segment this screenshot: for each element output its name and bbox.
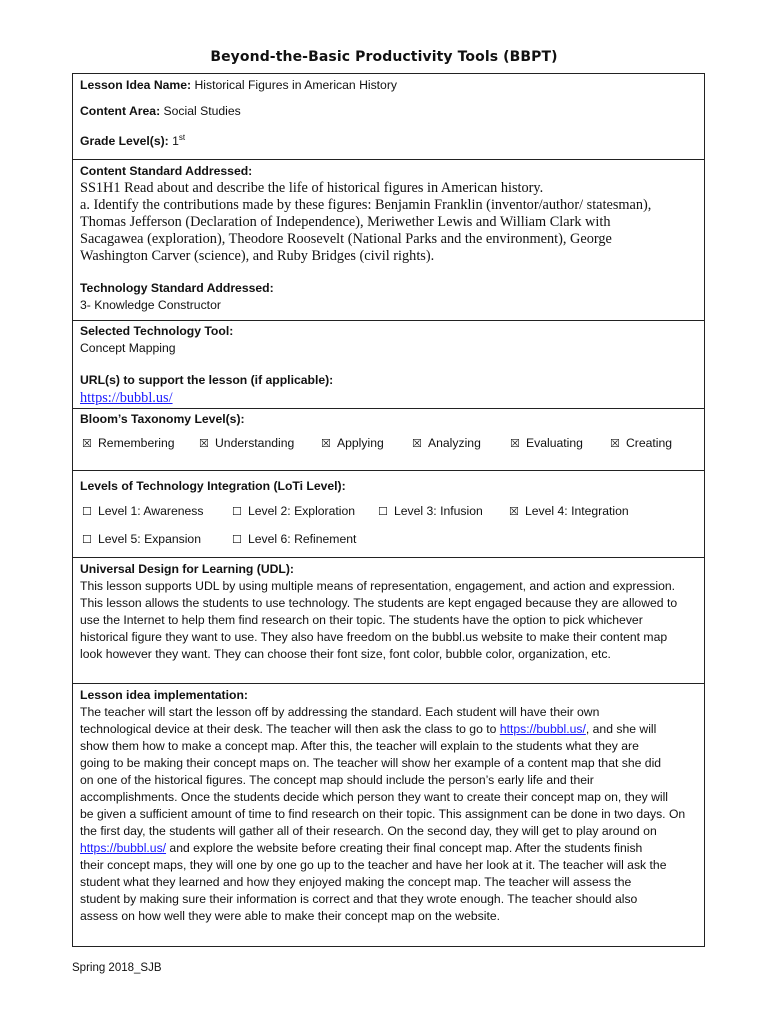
content-standard-text	[80, 180, 698, 265]
text-line: historical figure they want to use. They also have freedom on the bubbl.us website to make their content map	[80, 630, 668, 644]
loti-level-cell	[73, 471, 704, 558]
checkbox-label: Level 3: Infusion	[394, 504, 483, 518]
technology-standard-value: 3- Knowledge Constructor	[80, 298, 221, 312]
technology-standard-label: Technology Standard Addressed:	[80, 281, 274, 295]
blooms-taxonomy-cell	[73, 409, 704, 471]
text-line: be given a sufficient amount of time to find research on their topic. This assignment can be done in two days. On	[80, 807, 686, 821]
checkbox-icon[interactable]: ☒	[412, 437, 422, 450]
loti-checkbox-row-2	[80, 532, 698, 550]
grade-level-row	[80, 129, 698, 150]
checkbox-icon[interactable]: ☒	[509, 505, 519, 518]
checkbox-label: Level 5: Expansion	[98, 532, 201, 546]
lesson-idea-row	[80, 77, 698, 94]
content-area-label: Content Area:	[80, 104, 161, 118]
checkbox-label: Level 1: Awareness	[98, 504, 204, 518]
checkbox-option[interactable]	[232, 532, 356, 546]
checkbox-label: Evaluating	[526, 436, 583, 450]
text-line: going to be making their concept maps on. The teacher will show her example of a content map that she did	[80, 756, 662, 770]
loti-level-label: Levels of Technology Integration (LoTi Level):	[80, 479, 346, 493]
text-line: This lesson allows the students to use technology. The students are kept engaged because they are allowed to	[80, 596, 678, 610]
content-area-value: Social Studies	[163, 104, 241, 118]
content-standard-label: Content Standard Addressed:	[80, 164, 253, 178]
checkbox-label: Creating	[626, 436, 673, 450]
text-line: look however they want. They can choose their font size, font color, bubble color, organization, etc.	[80, 647, 611, 661]
implementation-line	[80, 840, 698, 857]
implementation-line	[80, 721, 698, 738]
checkbox-option[interactable]	[82, 436, 175, 450]
blooms-checkbox-row	[80, 436, 698, 454]
text-line: the first day, the students will gather all of their research. On the second day, they will get to play around on	[80, 824, 657, 838]
checkbox-option[interactable]	[82, 532, 201, 546]
technology-tool-value: Concept Mapping	[80, 341, 176, 355]
checkbox-option[interactable]	[412, 436, 481, 450]
text-line: their concept maps, they will one by one go up to the teacher and have her look at it. The teacher will ask the	[80, 858, 667, 872]
content-area-row	[80, 103, 698, 120]
lesson-info-cell	[73, 74, 704, 160]
bubbl-url-link[interactable]: https://bubbl.us/	[80, 390, 173, 406]
checkbox-option[interactable]	[82, 504, 203, 518]
udl-cell	[73, 558, 704, 684]
checkbox-option[interactable]	[510, 436, 583, 450]
technology-tool-label: Selected Technology Tool:	[80, 324, 234, 338]
grade-level-suffix: st	[178, 133, 186, 142]
checkbox-icon[interactable]: ☒	[321, 437, 331, 450]
checkbox-icon[interactable]: ☒	[510, 437, 520, 450]
implementation-line-part: , and she will	[585, 722, 657, 736]
lesson-idea-value: Historical Figures in American History	[194, 78, 397, 92]
text-line: a. Identify the contributions made by these figures: Benjamin Franklin (inventor/author/ statesman),	[80, 197, 652, 213]
checkbox-icon[interactable]: ☐	[232, 533, 242, 546]
checkbox-option[interactable]	[232, 504, 355, 518]
implementation-line: The teacher will start the lesson off by addressing the standard. Each student will have their own	[80, 705, 600, 719]
udl-text	[80, 578, 698, 663]
text-line: This lesson supports UDL by using multiple means of representation, engagement, and action and expression.	[80, 579, 676, 593]
implementation-line-part: technological device at their desk. The teacher will then ask the class to go to	[80, 722, 500, 736]
loti-checkbox-row-1	[80, 504, 698, 522]
bubbl-url-link-inline-2[interactable]: https://bubbl.us/	[80, 841, 167, 855]
implementation-label: Lesson idea implementation:	[80, 688, 248, 702]
checkbox-label: Level 4: Integration	[525, 504, 629, 518]
text-line: on one of the historical figures. The concept map should include the person’s early life and their	[80, 773, 594, 787]
checkbox-icon[interactable]: ☒	[199, 437, 209, 450]
grade-level-value: 1	[172, 134, 179, 149]
text-line: assess on how well they were able to make their concept map on the website.	[80, 909, 501, 923]
checkbox-option[interactable]	[610, 436, 672, 450]
footer-text: Spring 2018_SJB	[72, 962, 162, 974]
checkbox-label: Analyzing	[428, 436, 481, 450]
checkbox-option[interactable]	[378, 504, 483, 518]
text-line: show them how to make a concept map. After this, the teacher will explain to the students what they are	[80, 739, 639, 753]
udl-label: Universal Design for Learning (UDL):	[80, 562, 294, 576]
checkbox-label: Level 2: Exploration	[248, 504, 356, 518]
checkbox-option[interactable]	[321, 436, 384, 450]
checkbox-label: Understanding	[215, 436, 295, 450]
checkbox-label: Applying	[337, 436, 384, 450]
checkbox-icon[interactable]: ☐	[82, 533, 92, 546]
implementation-text	[80, 704, 698, 925]
checkbox-icon[interactable]: ☒	[82, 437, 92, 450]
checkbox-option[interactable]	[509, 504, 629, 518]
text-line: Thomas Jefferson (Declaration of Independence), Meriwether Lewis and William Clark with	[80, 214, 611, 230]
checkbox-icon[interactable]: ☐	[232, 505, 242, 518]
checkbox-label: Level 6: Refinement	[248, 532, 357, 546]
text-line: use the Internet to help them find research on their topic. The students have the option to pick whichever	[80, 613, 643, 627]
text-line: Washington Carver (science), and Ruby Bridges (civil rights).	[80, 248, 435, 264]
checkbox-icon[interactable]: ☒	[610, 437, 620, 450]
checkbox-option[interactable]	[199, 436, 294, 450]
text-line: student by making sure their information is correct and that they wrote enough. The teacher should also	[80, 892, 638, 906]
lesson-plan-table	[72, 73, 705, 947]
implementation-cell	[73, 684, 704, 946]
standards-cell	[73, 160, 704, 321]
checkbox-icon[interactable]: ☐	[378, 505, 388, 518]
lesson-idea-label: Lesson Idea Name:	[80, 78, 192, 92]
blooms-taxonomy-label: Bloom’s Taxonomy Level(s):	[80, 412, 245, 426]
text-line: student what they learned and how they enjoyed making the concept map. The teacher will assess the	[80, 875, 632, 889]
bubbl-url-link-inline[interactable]: https://bubbl.us/	[499, 722, 586, 736]
technology-tool-cell	[73, 321, 704, 409]
url-label: URL(s) to support the lesson (if applicable):	[80, 373, 334, 387]
checkbox-label: Remembering	[98, 436, 175, 450]
checkbox-icon[interactable]: ☐	[82, 505, 92, 518]
text-line: SS1H1 Read about and describe the life of historical figures in American history.	[80, 180, 544, 196]
text-line: Sacagawea (exploration), Theodore Roosevelt (National Parks and the environment), George	[80, 231, 612, 247]
grade-level-label: Grade Level(s):	[80, 134, 169, 149]
document-title: Beyond-the-Basic Productivity Tools (BBPT)	[210, 49, 558, 65]
implementation-line-part: and explore the website before creating their final concept map. After the students finish	[166, 841, 643, 855]
text-line: accomplishments. Once the students decide which person they want to create their concept map on, they will	[80, 790, 669, 804]
